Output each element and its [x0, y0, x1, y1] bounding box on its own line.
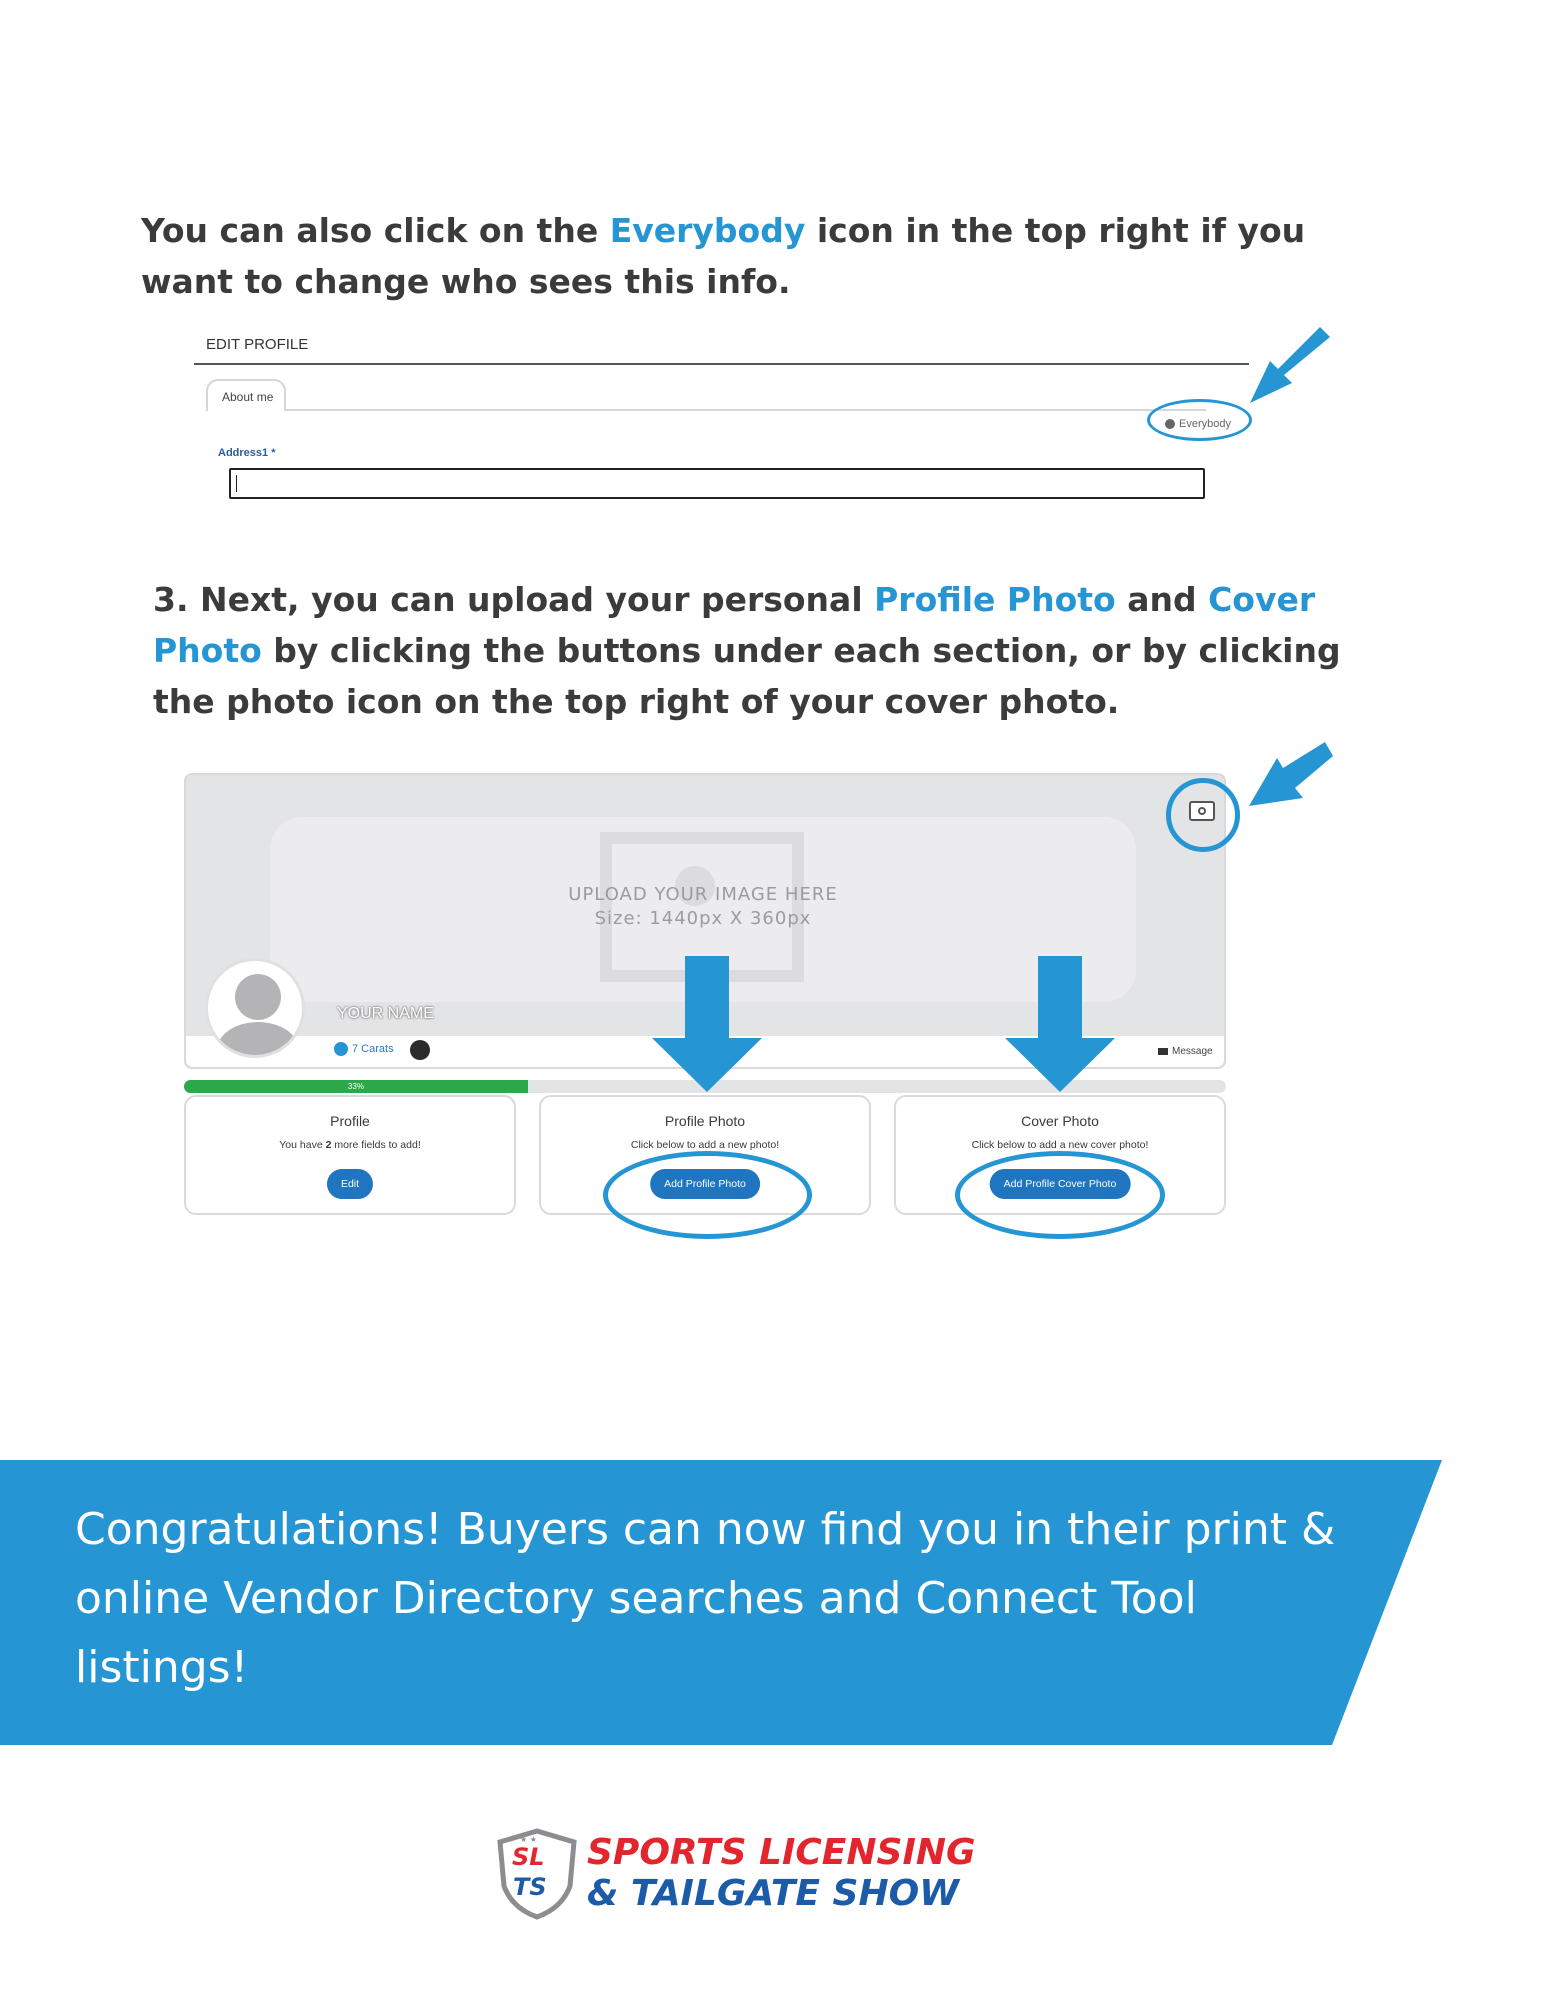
avatar-head	[235, 974, 281, 1020]
card-subtitle: Click below to add a new photo!	[630, 1139, 780, 1151]
camera-icon[interactable]	[1189, 801, 1215, 821]
congratulations-banner-text: Congratulations! Buyers can now find you in their print & online Vendor Directory searches and Connect Tool listings!	[75, 1504, 1336, 1693]
card-title: Cover Photo	[1021, 1113, 1099, 1129]
highlight-ring	[603, 1151, 812, 1239]
shield-sl: SL	[512, 1843, 545, 1871]
highlight-ring	[955, 1151, 1165, 1239]
logo-line1: SPORTS LICENSING	[587, 1832, 976, 1873]
address1-input[interactable]	[229, 468, 1205, 499]
divider	[194, 363, 1249, 365]
card-subtitle-text: You have	[279, 1139, 326, 1151]
carats-label: 7 Carats	[352, 1043, 394, 1055]
carats-badge[interactable]	[334, 1042, 394, 1056]
message-button[interactable]	[1158, 1046, 1213, 1057]
badge-icon[interactable]	[410, 1040, 430, 1060]
upload-title: UPLOAD YOUR IMAGE HERE	[568, 884, 838, 905]
avatar[interactable]	[205, 958, 305, 1058]
add-cover-photo-button[interactable]: Add Profile Cover Photo	[990, 1169, 1131, 1199]
fields-count: 2	[325, 1139, 332, 1151]
visibility-label: Everybody	[1179, 418, 1231, 430]
card-subtitle: Click below to add a new cover photo!	[971, 1139, 1149, 1151]
address1-label: Address1 *	[218, 447, 276, 459]
shield-ts: TS	[513, 1873, 547, 1901]
svg-text:★ ★: ★ ★	[520, 1835, 537, 1844]
down-arrow-icon	[652, 956, 762, 1092]
profile-name: YOUR NAME	[337, 1005, 434, 1022]
step3-text: 3. Next, you can upload your personal	[153, 580, 875, 619]
edit-profile-title: EDIT PROFILE	[206, 336, 309, 353]
pointer-arrow-icon	[1240, 325, 1340, 410]
step3-text-end: by clicking the buttons under each section, or by clicking the photo icon on the top right of your cover photo.	[153, 631, 1341, 721]
tab-about-me[interactable]: About me	[206, 379, 286, 411]
user-icon	[334, 1042, 348, 1056]
avatar-body	[216, 1022, 300, 1058]
card-title: Profile	[330, 1113, 370, 1129]
profile-card	[184, 1095, 516, 1215]
intro-text-end: icon in the top right if you want to change who sees this info.	[141, 211, 1306, 301]
down-arrow-icon	[1005, 956, 1115, 1092]
highlight-ring	[1147, 399, 1252, 441]
progress-label: 33%	[347, 1082, 364, 1091]
message-label: Message	[1172, 1046, 1213, 1057]
profile-photo-highlight: Profile Photo	[874, 580, 1116, 619]
logo-line2: & TAILGATE SHOW	[587, 1873, 959, 1914]
cover-photo-highlight: Cover Photo	[153, 580, 1316, 670]
edit-button[interactable]: Edit	[327, 1169, 373, 1199]
intro-text: You can also click on the	[141, 211, 610, 250]
everybody-highlight: Everybody	[609, 211, 806, 250]
card-subtitle-text: more fields to add!	[331, 1139, 421, 1151]
step3-paragraph	[153, 574, 1413, 727]
intro-paragraph	[141, 205, 1401, 307]
envelope-icon	[1158, 1048, 1168, 1055]
step3-text-mid: and	[1115, 580, 1209, 619]
tab-baseline	[286, 409, 1206, 411]
text-caret	[236, 475, 237, 492]
upload-size: Size: 1440px X 360px	[594, 908, 812, 929]
card-subtitle	[186, 1139, 514, 1151]
add-profile-photo-button[interactable]: Add Profile Photo	[650, 1169, 760, 1199]
card-title: Profile Photo	[664, 1113, 746, 1129]
pointer-arrow-icon	[1245, 734, 1340, 814]
